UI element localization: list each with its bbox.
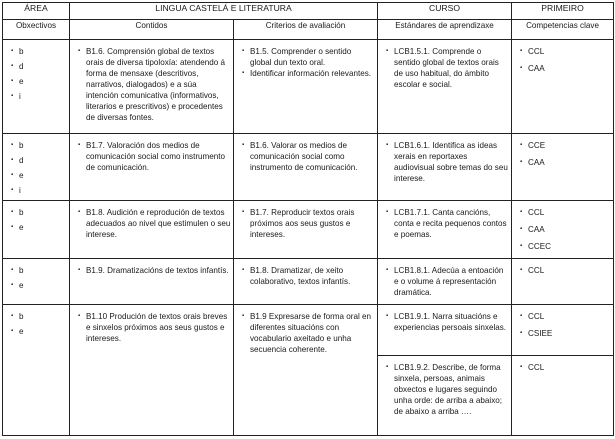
table-row bbox=[3, 134, 614, 201]
competences-cell bbox=[512, 40, 614, 134]
contents-cell bbox=[70, 134, 234, 201]
standard-item: ▪ LCB1.6.1. Identifica as ideas xerais en reportaxes audiovisual sobre temas do seu interese. bbox=[386, 140, 509, 184]
table-row bbox=[3, 40, 614, 134]
objective-item: ▪ i bbox=[11, 185, 67, 196]
standards-cell bbox=[378, 259, 512, 305]
competence-item: ▪ CCL bbox=[520, 311, 611, 322]
criterion-item: ▪ B1.8. Dramatizar, de xeito colaborativo, textos infantís. bbox=[242, 265, 375, 287]
criteria-cell bbox=[234, 201, 378, 259]
competence-item: ▪ CCL bbox=[520, 265, 611, 276]
objectives-cell bbox=[3, 201, 70, 259]
standard-item: ▪ LCB1.8.1. Adecúa a entoación e o volume á representación dramática. bbox=[386, 265, 509, 298]
table-row bbox=[3, 201, 614, 259]
competence-item: ▪ CAA bbox=[520, 157, 611, 168]
contents-cell bbox=[70, 201, 234, 259]
objective-item: ▪ e bbox=[11, 326, 67, 337]
criteria-cell bbox=[234, 305, 378, 436]
table-row bbox=[3, 259, 614, 305]
area-header: ÁREA bbox=[3, 3, 70, 20]
criteria-column-header: Criterios de avaliación bbox=[234, 20, 378, 40]
standards-cell bbox=[378, 134, 512, 201]
objective-item: ▪ d bbox=[11, 155, 67, 166]
competence-item: ▪ CAA bbox=[520, 224, 611, 235]
year-header: PRIMEIRO bbox=[512, 3, 614, 20]
competence-item: ▪ CSIEE bbox=[520, 328, 611, 339]
column-header-row bbox=[3, 20, 614, 40]
criteria-cell bbox=[234, 40, 378, 134]
competences-column-header: Competencias clave bbox=[512, 20, 614, 40]
header-row bbox=[3, 3, 614, 20]
competences-cell bbox=[512, 356, 614, 436]
contents-cell bbox=[70, 259, 234, 305]
table-row bbox=[3, 305, 614, 356]
objectives-column-header: Obxectivos bbox=[3, 20, 70, 40]
curriculum-table bbox=[2, 2, 614, 436]
standards-column-header: Estándares de aprendizaxe bbox=[378, 20, 512, 40]
objective-item: ▪ e bbox=[11, 280, 67, 291]
competences-cell bbox=[512, 259, 614, 305]
competence-item: ▪ CCE bbox=[520, 140, 611, 151]
standard-item: ▪ LCB1.5.1. Comprende o sentido global de textos orais de uso habitual, do ámbito escolar e social. bbox=[386, 46, 509, 90]
objectives-cell bbox=[3, 305, 70, 436]
objective-item: ▪ e bbox=[11, 76, 67, 87]
competence-item: ▪ CCL bbox=[520, 46, 611, 57]
criterion-item: ▪ B1.5. Comprender o sentido global dun texto oral. bbox=[242, 46, 375, 68]
content-item: ▪ B1.9. Dramatizacións de textos infantís. bbox=[78, 265, 231, 276]
subject-header: LINGUA CASTELÁ E LITERATURA bbox=[70, 3, 378, 20]
standard-item: ▪ LCB1.9.1. Narra situacións e experiencias persoais sinxelas. bbox=[386, 311, 509, 333]
contents-cell bbox=[70, 305, 234, 436]
objective-item: ▪ b bbox=[11, 311, 67, 322]
criterion-item: ▪ B1.6. Valorar os medios de comunicación social como instrumento de comunicación. bbox=[242, 140, 375, 173]
objectives-cell bbox=[3, 134, 70, 201]
objective-item: ▪ b bbox=[11, 46, 67, 57]
competence-item: ▪ CCL bbox=[520, 207, 611, 218]
standard-item: ▪ LCB1.7.1. Canta cancións, conta e recita pequenos contos e poemas. bbox=[386, 207, 509, 240]
competences-cell bbox=[512, 201, 614, 259]
content-item: ▪ B1.6. Comprensión global de textos orais de diversa tipoloxía: atendendo á forma de mensaxe (descritivos, narrativos, dialogados) e a súa intención comunicativa (informativos, literarios e prescritivos) e procedentes de diversas fontes. bbox=[78, 46, 231, 123]
competences-cell bbox=[512, 305, 614, 356]
objective-item: ▪ b bbox=[11, 207, 67, 218]
competences-cell bbox=[512, 134, 614, 201]
criterion-item: ▪ B1.9 Expresarse de forma oral en diferentes situacións con vocabulario axeitado e unha secuencia coherente. bbox=[242, 311, 375, 355]
objective-item: ▪ b bbox=[11, 140, 67, 151]
competence-item: ▪ CAA bbox=[520, 63, 611, 74]
objectives-cell bbox=[3, 259, 70, 305]
standard-item: ▪ LCB1.9.2. Describe, de forma sinxela, persoas, animais obxectos e lugares seguindo unha orde: de arriba a abaixo; de abaixo a arriba …. bbox=[386, 362, 509, 417]
standards-cell bbox=[378, 356, 512, 436]
criterion-item: ▪ Identificar información relevantes. bbox=[242, 68, 375, 79]
criteria-cell bbox=[234, 134, 378, 201]
competence-item: ▪ CCEC bbox=[520, 241, 611, 252]
course-header: CURSO bbox=[378, 3, 512, 20]
content-item: ▪ B1.7. Valoración dos medios de comunicación social como instrumento de comunicación. bbox=[78, 140, 231, 173]
objectives-cell bbox=[3, 40, 70, 134]
objective-item: ▪ e bbox=[11, 222, 67, 233]
competence-item: ▪ CCL bbox=[520, 362, 611, 373]
standards-cell bbox=[378, 305, 512, 356]
objective-item: ▪ d bbox=[11, 61, 67, 72]
contents-column-header: Contidos bbox=[70, 20, 234, 40]
objective-item: ▪ e bbox=[11, 170, 67, 181]
content-item: ▪ B1.10 Produción de textos orais breves e sinxelos próximos aos seus gustos e intereses. bbox=[78, 311, 231, 344]
content-item: ▪ B1.8. Audición e reprodución de textos adecuados ao nivel que estimulen o seu interese. bbox=[78, 207, 231, 240]
standards-cell bbox=[378, 40, 512, 134]
criteria-cell bbox=[234, 259, 378, 305]
objective-item: ▪ b bbox=[11, 265, 67, 276]
standards-cell bbox=[378, 201, 512, 259]
objective-item: ▪ i bbox=[11, 91, 67, 102]
criterion-item: ▪ B1.7. Reproducir textos orais próximos aos seus gustos e intereses. bbox=[242, 207, 375, 240]
contents-cell bbox=[70, 40, 234, 134]
